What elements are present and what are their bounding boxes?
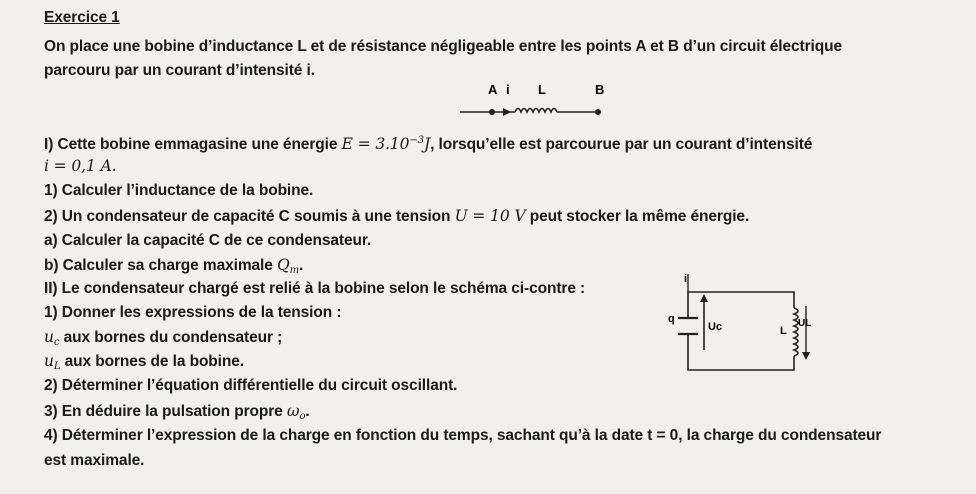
- inductor-coil: [794, 308, 798, 356]
- part1-statement: [44, 135, 812, 154]
- lc-circuit-diagram: [660, 270, 820, 380]
- energy-unit: J: [424, 135, 431, 153]
- circuit-label-q: q: [668, 313, 675, 325]
- energy-exponent: −3: [409, 135, 424, 146]
- uc-subscript: c: [53, 337, 60, 348]
- omega-symbol: ω: [286, 402, 300, 420]
- uc-symbol: u: [44, 328, 54, 346]
- energy-formula: E = 3.10: [341, 135, 410, 153]
- exercise-title: Exercice 1: [44, 9, 120, 26]
- question-2-4-line2: est maximale.: [44, 452, 145, 469]
- question-2-4-line1: 4) Déterminer l’expression de la charge en fonction du temps, sachant qu’à la date t = 0, la charge du condensateur: [44, 427, 882, 444]
- question-2-1: 1) Donner les expressions de la tension :: [44, 304, 342, 321]
- q3-pre: 3) En déduire la pulsation propre: [44, 403, 287, 420]
- coil-label-a: A: [488, 82, 498, 97]
- intro-line-2: parcouru par un courant d’intensité i.: [44, 62, 315, 79]
- coil-figure: [455, 78, 625, 120]
- coil-label-l: L: [538, 82, 546, 97]
- q2-voltage: U = 10 V: [454, 207, 526, 225]
- question-1-2: [44, 207, 749, 226]
- qb-post: .: [298, 257, 304, 274]
- question-2-3: [44, 402, 310, 422]
- q3-post: .: [305, 403, 310, 420]
- circuit-label-uc: Uc: [708, 321, 723, 333]
- circuit-label-l: L: [780, 325, 787, 337]
- circuit-label-ul: UL: [798, 318, 812, 329]
- question-1-1: 1) Calculer l’inductance de la bobine.: [44, 182, 314, 199]
- part2-intro: II) Le condensateur chargé est relié à la bobine selon le schéma ci-contre :: [44, 280, 586, 297]
- qb-subscript: m: [289, 265, 299, 276]
- part1-line1-pre: I) Cette bobine emmagasine une énergie: [44, 136, 342, 153]
- omega-subscript: o: [299, 411, 306, 422]
- current-value: i = 0,1 A.: [44, 157, 117, 175]
- q2-post: peut stocker la même énergie.: [525, 208, 750, 225]
- qb-pre: b) Calculer sa charge maximale: [44, 257, 277, 274]
- question-2-2: 2) Déterminer l’équation différentielle du circuit oscillant.: [44, 377, 458, 394]
- part1-line1-post: , lorsqu’elle est parcourue par un courant d’intensité: [430, 136, 813, 153]
- ul-subscript: L: [53, 361, 61, 372]
- coil-label-i: i: [506, 82, 510, 97]
- uc-definition: [44, 328, 282, 348]
- ul-definition: [44, 352, 244, 372]
- ul-symbol: u: [44, 352, 54, 370]
- coil-label-b: B: [595, 82, 605, 97]
- intro-line-1: On place une bobine d’inductance L et de résistance négligeable entre les points A et B d’un circuit électrique: [44, 38, 842, 55]
- question-1-2b: [44, 256, 303, 276]
- qb-symbol: Q: [276, 256, 290, 274]
- question-1-2a: a) Calculer la capacité C de ce condensateur.: [44, 232, 372, 249]
- circuit-label-i: i: [684, 273, 688, 285]
- uc-text: aux bornes du condensateur ;: [59, 329, 283, 346]
- ul-text: aux bornes de la bobine.: [60, 353, 244, 370]
- q2-pre: 2) Un condensateur de capacité C soumis à une tension: [44, 208, 455, 225]
